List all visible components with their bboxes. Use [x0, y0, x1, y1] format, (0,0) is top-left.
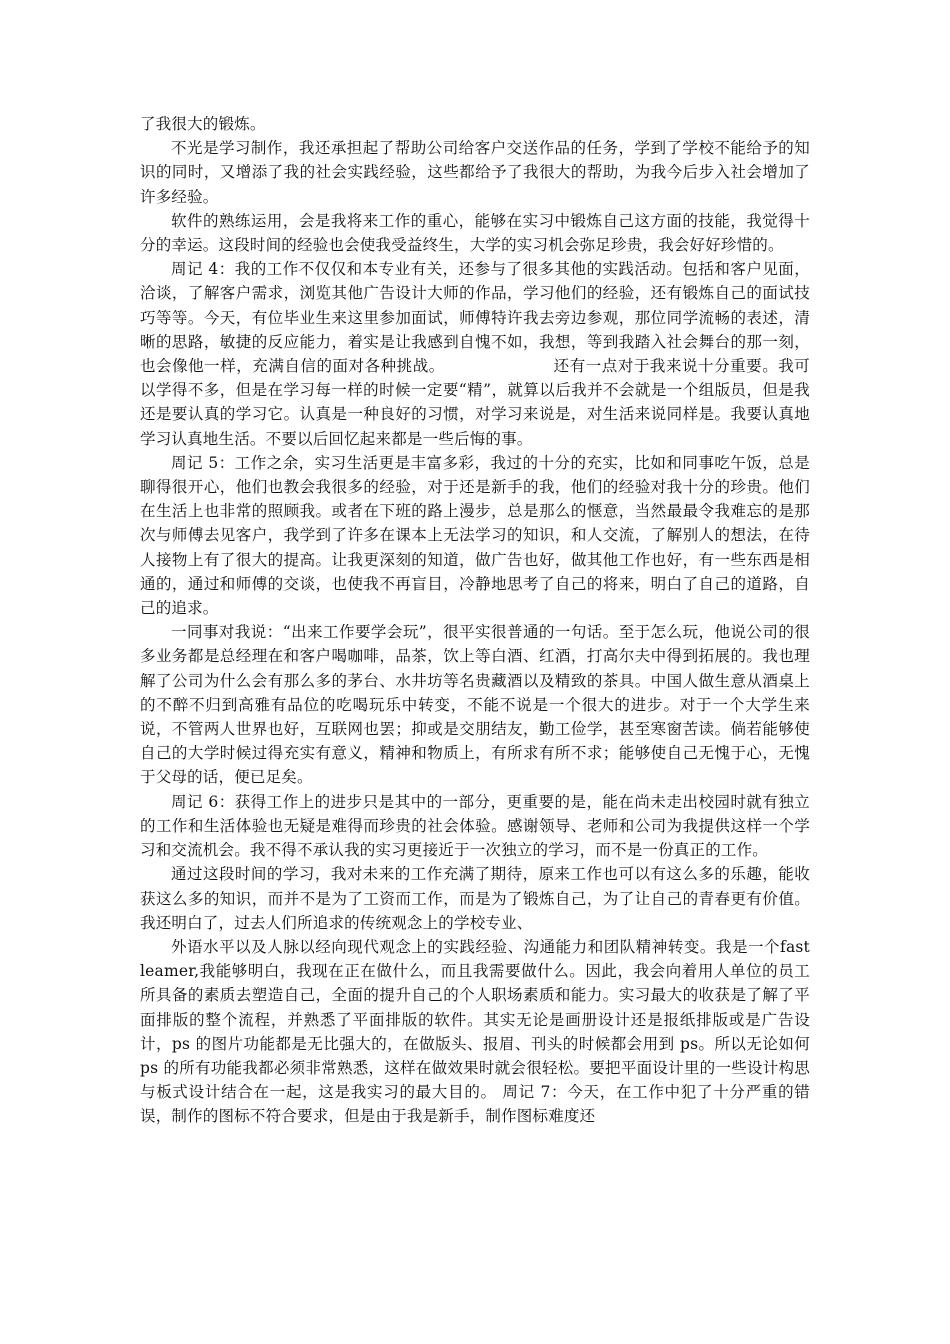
paragraph-6: 周记 6：获得工作上的进步只是其中的一部分，更重要的是，能在尚未走出校园时就有独立的工作和生活体验也无疑是难得而珍贵的社会体验。感谢领导、老师和公司为我提供这样一个学习和交流机会。我不得不承认我的实习更接近于一次独立的学习，而不是一份真正的工作。	[140, 792, 810, 860]
paragraph-5: 一同事对我说：“出来工作要学会玩”，很平实很普通的一句话。至于怎么玩，他说公司的很多业务都是总经理在和客户喝咖啡，品茶，饮上等白酒、红酒，打高尔夫中得到拓展的。我也理解了公司为什么会有那么多的茅台、水井坊等名贵藏酒以及精致的茶具。中国人做生意从酒桌上的不醉不归到高雅有品位的吃喝玩乐中转变，不能不说是一个很大的进步。对于一个大学生来说，不管两人世界也好，互联网也罢；抑或是交朋结友，勤工俭学，甚至寒窗苦读。倘若能够使自己的大学时候过得充实有意义，精神和物质上，有所求有所不求；能够使自己无愧于心，无愧于父母的话，便已足矣。	[140, 623, 810, 787]
paragraph-0: 了我很大的锻炼。	[140, 115, 266, 133]
paragraph-7: 通过这段时间的学习，我对未来的工作充满了期待，原来工作也可以有这么多的乐趣，能收获这么多的知识，而并不是为了工资而工作，而是为了锻炼自己，为了让自己的青春更有价值。我还明白了，过去人们所追求的传统观念上的学校专业、	[140, 865, 810, 932]
body-text	[140, 112, 810, 1129]
paragraph-3-main: 周记 4：我的工作不仅仅和本专业有关，还参与了很多其他的实践活动。包括和客户见面，洽谈，了解客户需求，浏览其他广告设计大师的作品，学习他们的经验，还有锻炼自己的面试技巧等等。今天，有位毕业生来这里参加面试，师傅特许我去旁边参观，那位同学流畅的表述，清晰的思路，敏捷的反应能力，着实是让我感到自愧不如，我想，等到我踏入社会舞台的那一刻，也会像他一样，充满自信的面对各种挑战。	[140, 260, 810, 376]
paragraph-3-tail: 还有一点对于我来说十分重要。我可以学得不多，但是在学习每一样的时候一定要“精”，就算以后我并不会就是一个组版员，但是我还是要认真的学习它。认真是一种良好的习惯，对学习来说是，对生活来说同样是。我要认真地学习认真地生活。不要以后回忆起来都是一些后悔的事。	[140, 357, 810, 448]
paragraph-3	[140, 257, 810, 451]
paragraph-4: 周记 5：工作之余，实习生活更是丰富多彩，我过的十分的充实，比如和同事吃午饭，总是聊得很开心，他们也教会我很多的经验，对于还是新手的我，他们的经验对我十分的珍贵。他们在生活上也非常的照顾我。或者在下班的路上漫步，总是那么的惬意，当然最最令我难忘的是那次与师傅去见客户，我学到了许多在课本上无法学习的知识，和人交流，了解别人的想法，在待人接物上有了很大的提高。让我更深刻的知道，做广告也好，做其他工作也好，有一些东西是相通的，通过和师傅的交谈，也使我不再盲目，冷静地思考了自己的将来，明白了自己的道路，自己的追求。	[140, 453, 810, 618]
paragraph-8: 外语水平以及人脉以经向现代观念上的实践经验、沟通能力和团队精神转变。我是一个fast leamer,我能够明白，我现在正在做什么，而且我需要做什么。因此，我会向着用人单位的员工所具备的素质去塑造自己，全面的提升自己的个人职场素质和能力。实习最大的收获是了解了平面排版的整个流程，并熟悉了平面排版的软件。其实无论是画册设计还是报纸排版或是广告设计，ps 的图片功能都是无比强大的，在做版头、报眉、刊头的时候都会用到 ps。所以无论如何 ps 的所有功能我都必须非常熟悉，这样在做效果时就会很轻松。要把平面设计里的一些设计构思与板式设计结合在一起，这是我实习的最大目的。 周记 7：今天，在工作中犯了十分严重的错误，制作的图标不符合要求，但是由于我是新手，制作图标难度还	[140, 937, 810, 1126]
paragraph-1: 不光是学习制作，我还承担起了帮助公司给客户交送作品的任务，学到了学校不能给予的知识的同时，又增添了我的社会实践经验，这些都给予了我很大的帮助，为我今后步入社会增加了许多经验。	[140, 139, 810, 206]
paragraph-2: 软件的熟练运用，会是我将来工作的重心，能够在实习中锻炼自己这方面的技能，我觉得十分的幸运。这段时间的经验也会使我受益终生，大学的实习机会弥足珍贵，我会好好珍惜的。	[140, 211, 810, 255]
